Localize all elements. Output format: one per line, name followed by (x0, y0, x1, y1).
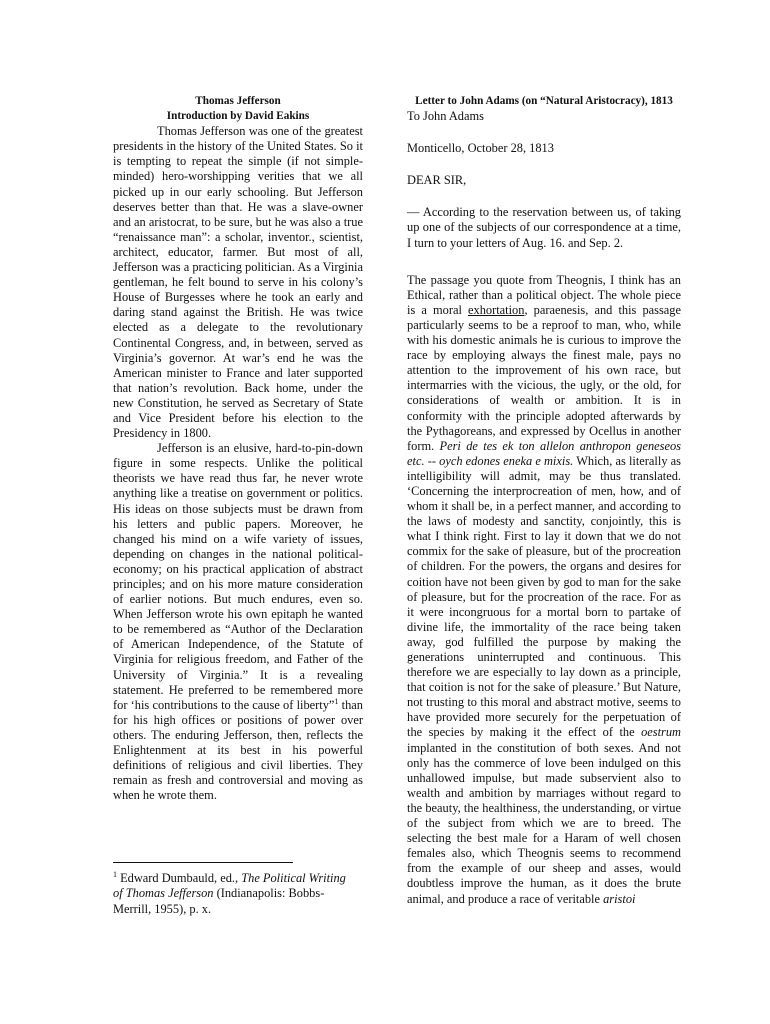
letter-paragraph-2 (407, 273, 681, 907)
footnote-text-b: (Indianapolis: Bobbs-Merrill, 1955), p. x. (113, 886, 325, 916)
letter-paragraph-2-text-d: implanted in the constitution of both sexes. And not only has the commerce of love been indulged on this unhallowed impulse, but made subservient also to wealth and ambition by marriages without regard to the beauty, the healthiness, the understanding, or virtue of the subject from which we are to breed. The selecting the best male for a Haram of well chosen females also, which Theognis seems to recommend from the example of our sheep and asses, would doubtless improve the human, as it does the brute animal, and produce a race of veritable (407, 740, 681, 906)
letter-paragraph-1: — According to the reservation between us, of taking up one of the subjects of our correspondence at a time, I turn to your letters of Aug. 16. and Sep. 2. (407, 205, 681, 250)
letter-paragraph-2-text-b: , paraenesis, and this passage particularly seems to be a reproof to man, who, while with his domestic animals he is curious to improve the race by employing always the finest male, pays no attention to the improvement of his own race, but intermarries with the vicious, the ugly, or the old, for considerations of wealth or ambition. It is in conformity with the principle adopted afterwards by the Pythagoreans, and expressed by Ocellus in another form. (407, 302, 681, 453)
greek-quotation: Peri de tes ek ton allelon anthropon geneseos etc. -- oych edones eneka e mixis. (407, 438, 681, 468)
section-title: Thomas Jefferson (195, 95, 281, 107)
left-column (113, 94, 363, 803)
footnote-marker: 1 (113, 869, 117, 879)
footnote-book-title: The Political Writing of Thomas Jefferson (113, 871, 346, 901)
aristoi-word: aristoi (603, 891, 636, 906)
letter-salutation: DEAR SIR, (407, 173, 467, 188)
footnote (113, 871, 353, 917)
letter-title: Letter to John Adams (on “Natural Aristocracy), 1813 (415, 95, 673, 107)
footnote-reference[interactable]: 1 (334, 696, 339, 706)
right-column (407, 94, 681, 907)
letter-recipient: To John Adams (407, 109, 484, 124)
letter-paragraph-2-text-a: The passage you quote from Theognis, I think has an Ethical, rather than a political object. The whole piece is a moral (407, 272, 681, 317)
intro-paragraph-2-text-a: Jefferson is an elusive, hard-to-pin-down figure in some respects. Unlike the political theorists we have read thus far, he never wrote anything like a treatise on government or politics. His ideas on those subjects must be drawn from his letters and public papers. Moreover, he changed his mind on a wife variety of issues, depending on changes in the national political-economy; on his practical application of abstract principles; and on his more mature consideration of earlier notions. But much endures, even so. When Jefferson wrote his own epitaph he wanted to be remembered as “Author of the Declaration of American Independence, of the Statute of Virginia for religious freedom, and Father of the University of Virginia.” It is a revealing statement. He preferred to be remembered more for ‘his contributions to the cause of liberty” (113, 441, 363, 712)
intro-paragraph-1 (113, 124, 363, 441)
intro-paragraph-1-text: Thomas Jefferson was one of the greatest presidents in the history of the United States. So it is tempting to repeat the simple (if not simple-minded) hero-worshipping verities that we all picked up in our early schooling. But Jefferson deserves better than that. He was a slave-owner and an aristocrat, to be sure, but he was also a true “renaissance man”: a scholar, inventor., scientist, architect, educator, farmer. But most of all, Jefferson was a practicing politician. As a Virginia gentleman, he felt bound to serve in his colony’s House of Burgesses where he took an early and daring stand against the British. He was twice elected as a delegate to the revolutionary Continental Congress, and, in between, served as Virginia’s governor. At war’s end he was the American minister to France and later supported that nation’s revolution. Back home, under the new Constitution, he served as Secretary of State and Vice President before his election to the Presidency in 1800. (113, 124, 363, 441)
oestrum-word: oestrum (641, 725, 681, 740)
footnote-divider (113, 862, 293, 863)
section-subtitle: Introduction by David Eakins (166, 110, 310, 123)
underlined-word: exhortation (468, 302, 525, 317)
intro-paragraph-2-text-b: than for his high offices or positions of power over others. The enduring Jefferson, then, reflects the Enlightenment at its best in his powerful definitions of religious and civil liberties. They remain as fresh and controversial and moving as when he wrote them. (113, 697, 363, 803)
intro-paragraph-2 (113, 441, 363, 803)
letter-paragraph-2-text-c: Which, as literally as intelligibility will admit, may be thus translated. ‘Concerning the interprocreation of men, how, and of whom it shall be, in a perfect manner, and according to the laws of modesty and sanctity, conjointly, this is what I think right. First to lay it down that we do not commix for the sake of pleasure, but of the procreation of children. For the powers, the organs and desires for coition have not been given by god to man for the sake of pleasure, but for the procreation of the race. For as it were incongruous for a mortal born to partake of divine life, the immortality of the race being taken away, god fulfilled the purpose by making the generations uninterrupted and continuous. This therefore we are especially to lay down as a principle, that coition is not for the sake of pleasure.’ But Nature, not trusting to this moral and abstract motive, seems to have provided more securely for the perpetuation of the species by making it the effect of the (407, 453, 681, 740)
footnote-text-a: Edward Dumbauld, ed., (117, 871, 242, 885)
letter-place-date: Monticello, October 28, 1813 (407, 141, 554, 156)
